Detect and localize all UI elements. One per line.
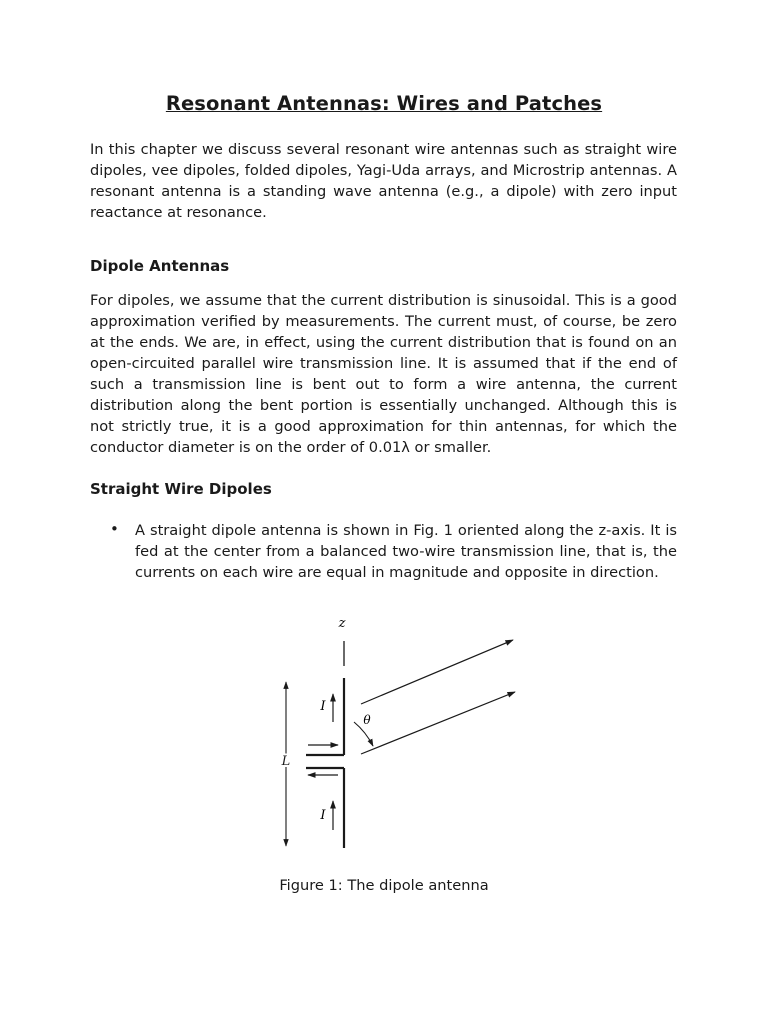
intro-paragraph: In this chapter we discuss several resonant wire antennas such as straight wire dipoles, vee dipoles, folded dipoles, Yagi-Uda arrays, and Microstrip antennas. A resonant antenna is a standing wave antenna (e.g., a dipole) with zero input reactance at resonance. — [90, 141, 677, 221]
bullet-marker: • — [110, 520, 119, 538]
section-heading-straight-wire-dipoles: Straight Wire Dipoles — [90, 480, 272, 498]
current-label-upper: I — [320, 699, 326, 714]
bullet-item: A straight dipole antenna is shown in Fig. 1 oriented along the z-axis. It is fed at the center from a balanced two-wire transmission line, that is, the currents on each wire are equal in magnitude and opposite in direction. — [135, 522, 677, 581]
page-title: Resonant Antennas: Wires and Patches — [165, 92, 603, 115]
z-axis-label: z — [338, 616, 346, 631]
theta-label: θ — [363, 713, 371, 727]
dipole-antenna-figure — [270, 612, 530, 857]
dipole-antennas-paragraph: For dipoles, we assume that the current distribution is sinusoidal. This is a good approximation verified by measurements. The current must, of course, be zero at the ends. We are, in effect, using the current distribution that is found on an open-circuited parallel wire transmission line. It is assumed that if the end of such a transmission line is bent out to form a wire antenna, the current distribution along the bent portion is essentially unchanged. Although this is not strictly true, it is a good approximation for thin antennas, for which the conductor diameter is on the order of 0.01λ or smaller. — [90, 292, 677, 456]
radiation-direction-arrow-1 — [361, 640, 513, 704]
current-label-lower: I — [320, 808, 326, 823]
figure-caption: Figure 1: The dipole antenna — [279, 877, 489, 894]
length-label: L — [281, 754, 291, 769]
radiation-direction-arrow-2 — [361, 692, 515, 754]
section-heading-dipole-antennas: Dipole Antennas — [90, 257, 230, 275]
